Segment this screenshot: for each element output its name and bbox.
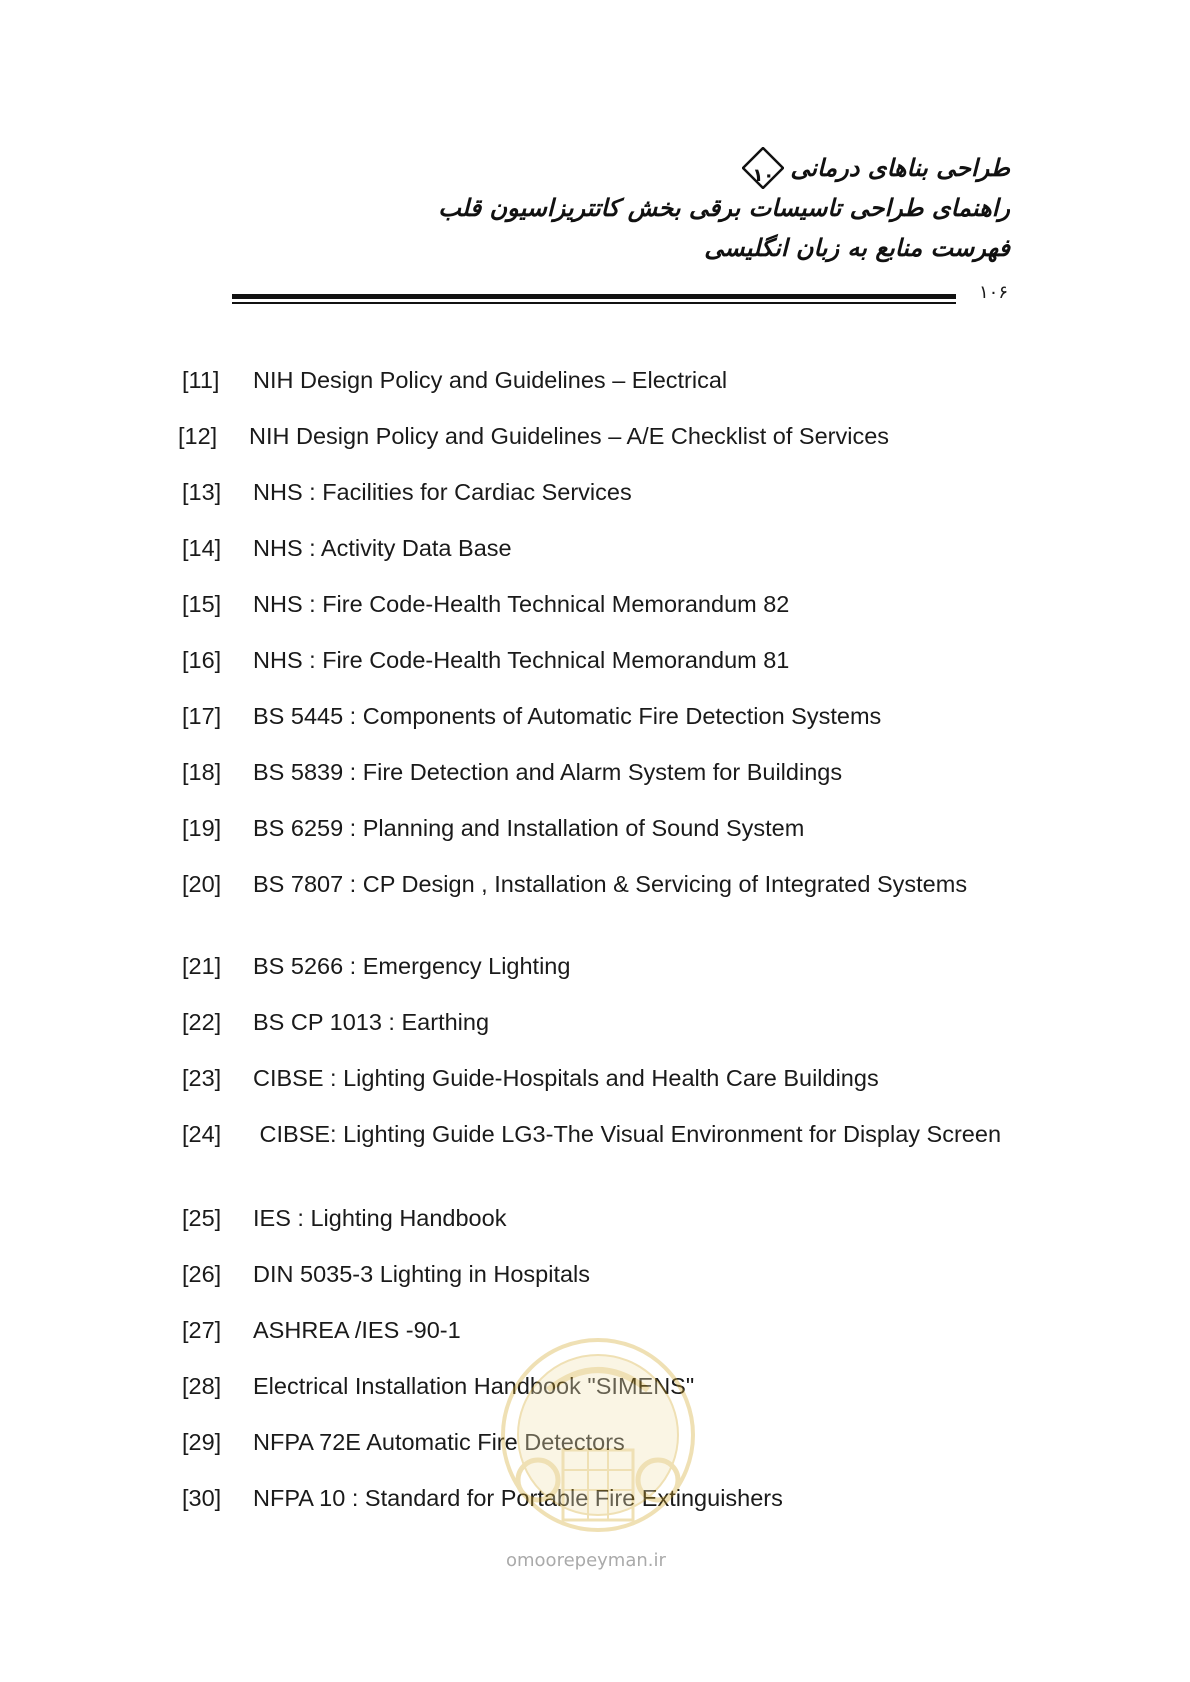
reference-item: [15] NHS : Fire Code-Health Technical Memorandum 82 — [182, 591, 790, 617]
header-section-title: فهرست منابع به زبان انگلیسی — [704, 234, 1010, 262]
reference-item: [16] NHS : Fire Code-Health Technical Memorandum 81 — [182, 647, 790, 673]
page-number: ۱۰۶ — [978, 282, 1008, 303]
reference-item: [29] NFPA 72E Automatic Fire Detectors — [182, 1429, 625, 1455]
reference-item: [20] BS 7807 : CP Design , Installation & Servicing of Integrated Systems — [182, 871, 968, 897]
reference-item: [12] NIH Design Policy and Guidelines – A/E Checklist of Services — [178, 423, 890, 449]
reference-item: [28] Electrical Installation Handbook "SIMENS" — [182, 1373, 695, 1399]
header-subtitle: راهنمای طراحی تاسیسات برقی بخش کاتتریزاسیون قلب — [438, 194, 1010, 222]
reference-item: [19] BS 6259 : Planning and Installation of Sound System — [182, 815, 805, 841]
reference-item: [21] BS 5266 : Emergency Lighting — [182, 953, 571, 979]
reference-item: [22] BS CP 1013 : Earthing — [182, 1009, 490, 1035]
reference-item: [24] CIBSE: Lighting Guide LG3-The Visual Environment for Display Screen — [182, 1121, 1002, 1147]
reference-item: [23] CIBSE : Lighting Guide-Hospitals and Health Care Buildings — [182, 1065, 879, 1091]
reference-item: [30] NFPA 10 : Standard for Portable Fire Extinguishers — [182, 1485, 783, 1511]
reference-item: [27] ASHREA /IES -90-1 — [182, 1317, 461, 1343]
reference-item: [18] BS 5839 : Fire Detection and Alarm System for Buildings — [182, 759, 843, 785]
reference-item: [11] NIH Design Policy and Guidelines – Electrical — [182, 367, 728, 393]
reference-item: [17] BS 5445 : Components of Automatic Fire Detection Systems — [182, 703, 882, 729]
book-title: طراحی بناهای درمانی — [790, 154, 1010, 182]
volume-number: ۱۰ — [752, 165, 775, 186]
reference-item: [13] NHS : Facilities for Cardiac Services — [182, 479, 632, 505]
reference-item: [25] IES : Lighting Handbook — [182, 1205, 507, 1231]
watermark-text: omoorepeyman.ir — [506, 1550, 666, 1571]
reference-item: [14] NHS : Activity Data Base — [182, 535, 512, 561]
reference-item: [26] DIN 5035-3 Lighting in Hospitals — [182, 1261, 591, 1287]
